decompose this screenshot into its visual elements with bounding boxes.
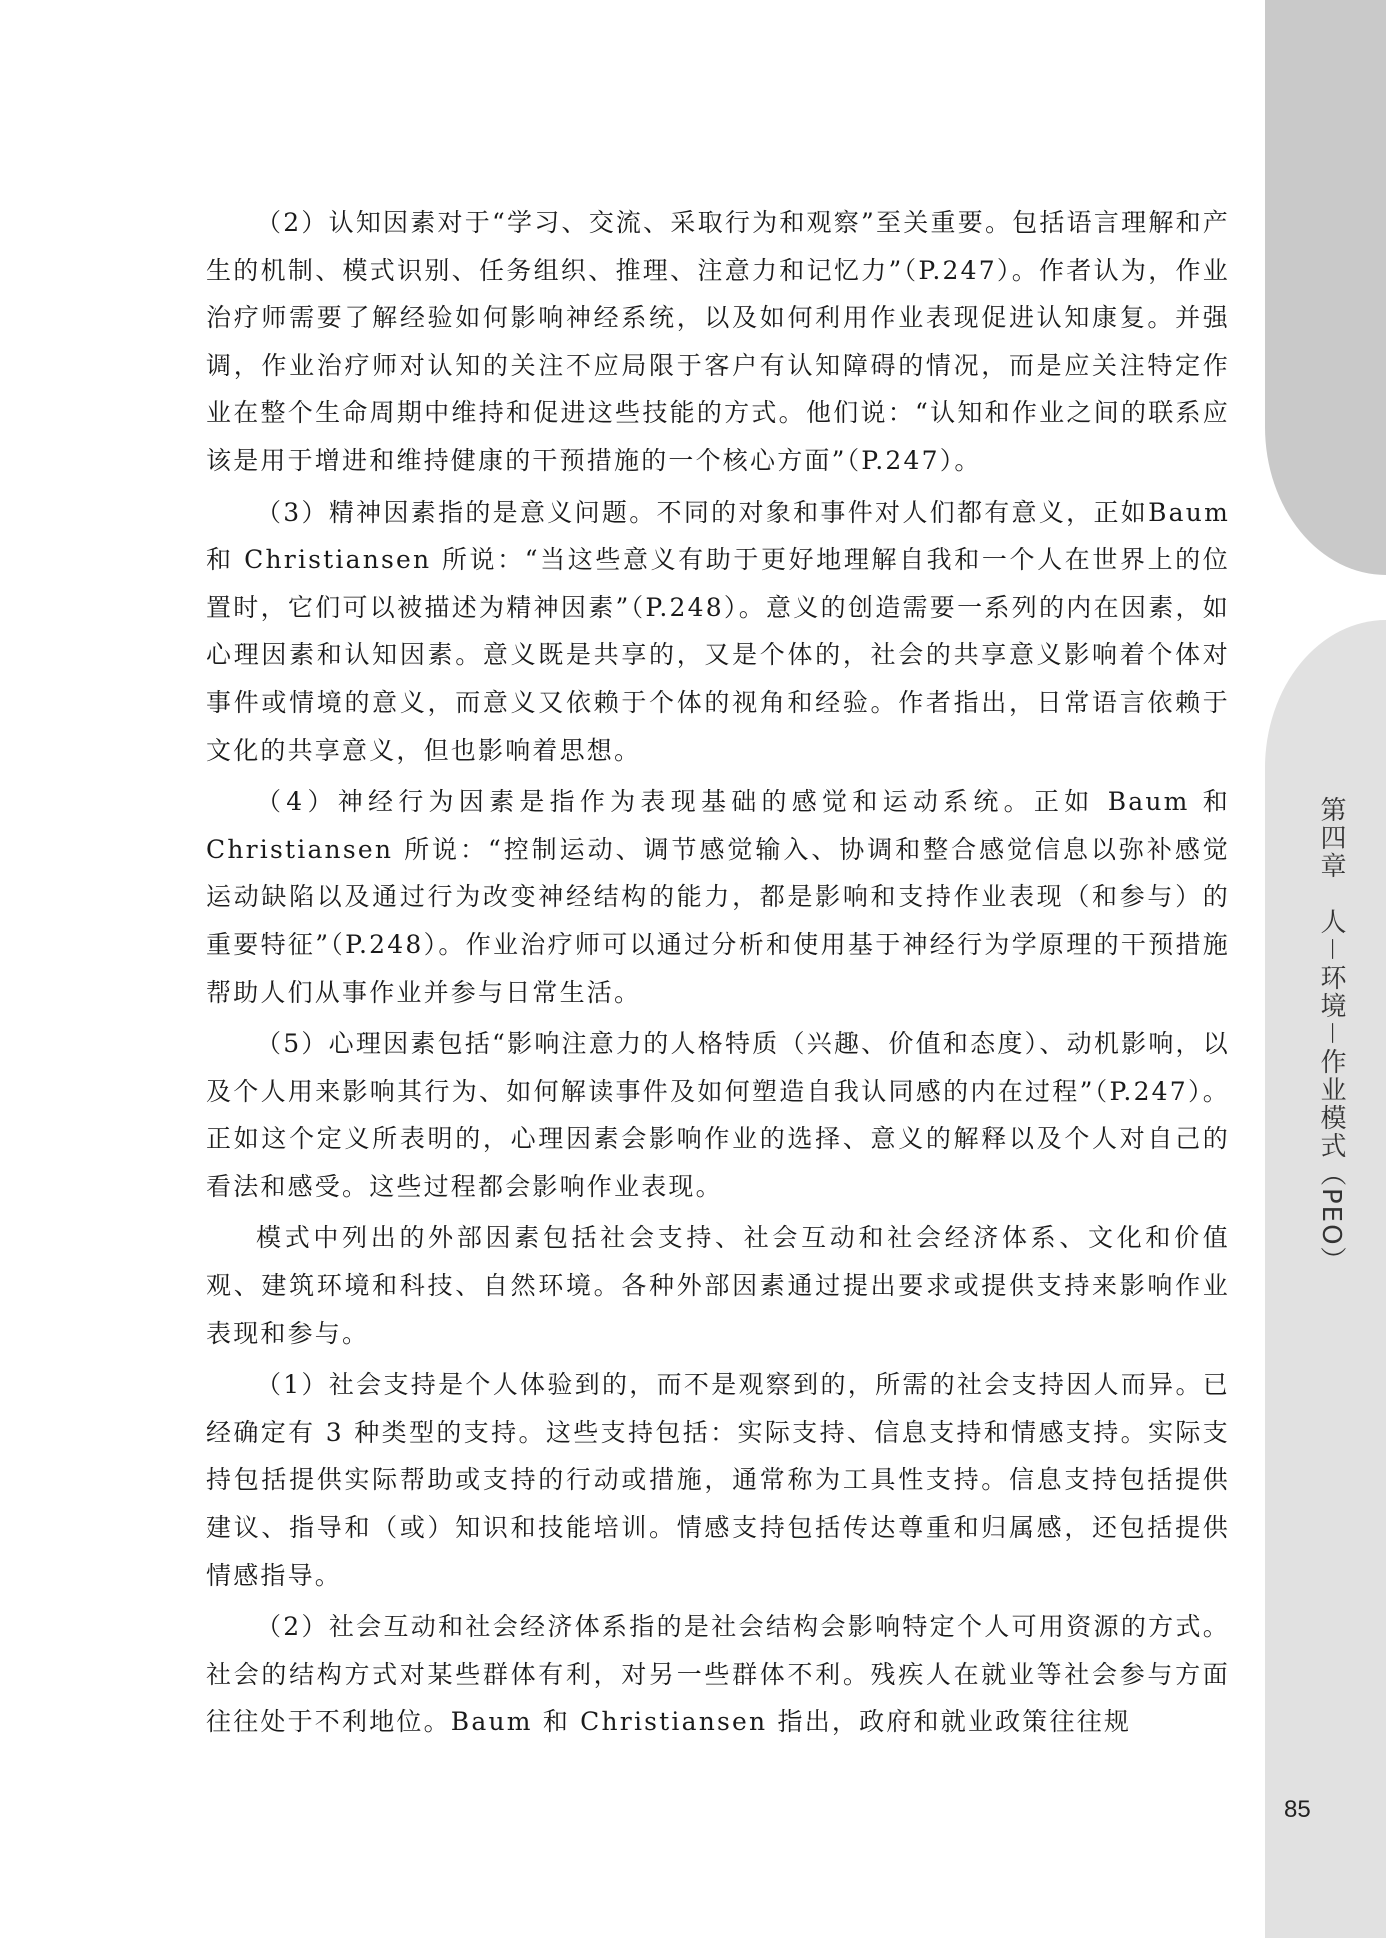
paragraph-social-economic: （2）社会互动和社会经济体系指的是社会结构会影响特定个人可用资源的方式。社会的结构方式对某些群体有利，对另一些群体不利。残疾人在就业等社会参与方面往往处于不利地位。Baum 和 Christiansen 指出，政府和就业政策往往规 [206, 1612, 1230, 1737]
paragraph-social-support: （1）社会支持是个人体验到的，而不是观察到的，所需的社会支持因人而异。已经确定有 3 种类型的支持。这些支持包括：实际支持、信息支持和情感支持。实际支持包括提供实际帮助或支持的行动或措施，通常称为工具性支持。信息支持包括提供建议、指导和（或）知识和技能培训。情感支持包括传达尊重和归属感，还包括提供情感指导。 [206, 1370, 1230, 1590]
chapter-running-title: 第四章 人－环境－作业模式（PEO） [1316, 796, 1346, 1275]
chapter-tab-top [1265, 0, 1386, 575]
paragraph-spiritual: （3）精神因素指的是意义问题。不同的对象和事件对人们都有意义，正如Baum 和 Christiansen 所说：“当这些意义有助于更好地理解自我和一个人在世界上的位置时，它们可以被描述为精神因素”（P.248）。意义的创造需要一系列的内在因素，如心理因素和认知因素。意义既是共享的，又是个体的，社会的共享意义影响着个体对事件或情境的意义，而意义又依赖于个体的视角和经验。作者指出，日常语言依赖于文化的共享意义，但也影响着思想。 [206, 497, 1230, 765]
paragraph-external-factors: 模式中列出的外部因素包括社会支持、社会互动和社会经济体系、文化和价值观、建筑环境和科技、自然环境。各种外部因素通过提出要求或提供支持来影响作业表现和参与。 [206, 1223, 1230, 1348]
page-number: 85 [1284, 1796, 1311, 1823]
paragraph-neurobehavioral: （4）神经行为因素是指作为表现基础的感觉和运动系统。正如 Baum 和Christiansen 所说：“控制运动、调节感觉输入、协调和整合感觉信息以弥补感觉运动缺陷以及通过行为改变神经结构的能力，都是影响和支持作业表现（和参与）的重要特征”（P.248）。作业治疗师可以通过分析和使用基于神经行为学原理的干预措施帮助人们从事作业并参与日常生活。 [206, 787, 1230, 1007]
paragraph-cognitive: （2）认知因素对于“学习、交流、采取行为和观察”至关重要。包括语言理解和产生的机制、模式识别、任务组织、推理、注意力和记忆力”（P.247）。作者认为，作业治疗师需要了解经验如何影响神经系统，以及如何利用作业表现促进认知康复。并强调，作业治疗师对认知的关注不应局限于客户有认知障碍的情况，而是应关注特定作业在整个生命周期中维持和促进这些技能的方式。他们说：“认知和作业之间的联系应该是用于增进和维持健康的干预措施的一个核心方面”（P.247）。 [206, 208, 1230, 475]
paragraph-psychological: （5）心理因素包括“影响注意力的人格特质（兴趣、价值和态度）、动机影响，以及个人用来影响其行为、如何解读事件及如何塑造自我认同感的内在过程”（P.247）。正如这个定义所表明的，心理因素会影响作业的选择、意义的解释以及个人对自己的看法和感受。这些过程都会影响作业表现。 [206, 1029, 1230, 1201]
body-text [206, 199, 1230, 1750]
